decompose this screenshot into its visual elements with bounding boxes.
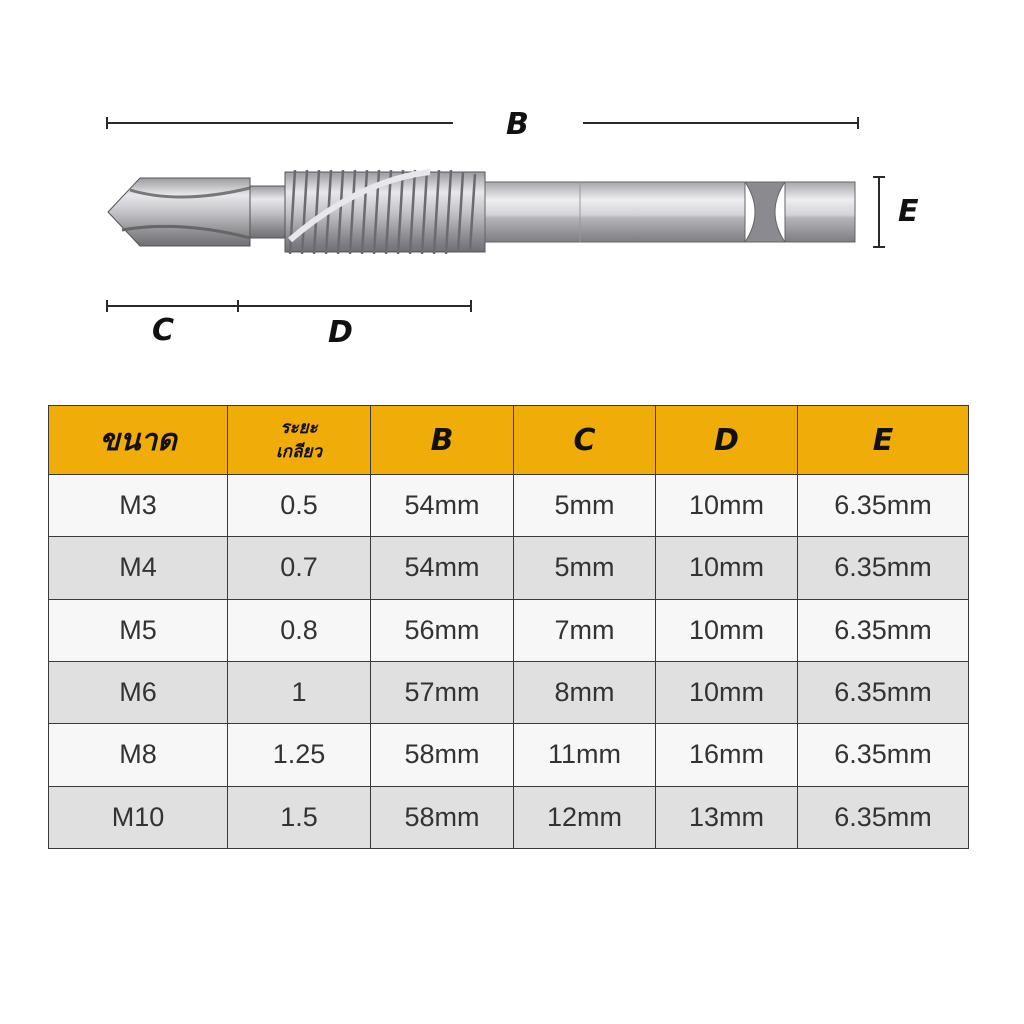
cell-d: 13mm (656, 786, 798, 848)
cell-e: 6.35mm (798, 537, 969, 599)
cell-size: M6 (49, 661, 228, 723)
cell-d: 10mm (656, 661, 798, 723)
dimension-e-tick-bottom (873, 246, 885, 248)
cell-b: 58mm (371, 786, 514, 848)
table-row (49, 786, 969, 848)
cell-size: M5 (49, 599, 228, 661)
table-row (49, 724, 969, 786)
header-pitch-line2: เกลียว (275, 442, 323, 462)
cell-pitch: 0.5 (228, 475, 371, 537)
cell-c: 5mm (514, 537, 656, 599)
dimension-e-label: E (898, 194, 919, 229)
cell-d: 10mm (656, 537, 798, 599)
spec-table (48, 405, 969, 849)
cell-pitch: 1 (228, 661, 371, 723)
dimension-d-tick-right (470, 300, 472, 312)
table-header-row (49, 406, 969, 475)
dimension-cd-tick-middle (237, 300, 239, 312)
drill-tap-bit-image (100, 160, 870, 270)
cell-pitch: 1.5 (228, 786, 371, 848)
header-d: D (656, 406, 798, 475)
table-row (49, 475, 969, 537)
dimension-e-tick-top (873, 176, 885, 178)
dimension-b-tick-right (857, 117, 859, 129)
dimension-b-line-left (107, 122, 453, 124)
dimension-c-tick-left (106, 300, 108, 312)
cell-e: 6.35mm (798, 475, 969, 537)
cell-c: 12mm (514, 786, 656, 848)
cell-b: 56mm (371, 599, 514, 661)
cell-d: 10mm (656, 599, 798, 661)
header-size: ขนาด (49, 406, 228, 475)
cell-b: 54mm (371, 537, 514, 599)
cell-pitch: 0.7 (228, 537, 371, 599)
header-e: E (798, 406, 969, 475)
cell-b: 54mm (371, 475, 514, 537)
cell-size: M10 (49, 786, 228, 848)
header-pitch-line1: ระยะ (280, 418, 318, 438)
cell-d: 16mm (656, 724, 798, 786)
header-b: B (371, 406, 514, 475)
table-row (49, 599, 969, 661)
cell-b: 57mm (371, 661, 514, 723)
cell-e: 6.35mm (798, 724, 969, 786)
cell-pitch: 0.8 (228, 599, 371, 661)
cell-c: 8mm (514, 661, 656, 723)
dimension-b-line-right (583, 122, 858, 124)
header-pitch (228, 406, 371, 475)
cell-size: M8 (49, 724, 228, 786)
cell-size: M3 (49, 475, 228, 537)
dimension-e-line (878, 177, 880, 247)
cell-c: 11mm (514, 724, 656, 786)
cell-c: 7mm (514, 599, 656, 661)
cell-e: 6.35mm (798, 661, 969, 723)
dimension-cd-line (107, 305, 471, 307)
dimension-b-tick-left (106, 117, 108, 129)
dimension-b-label: B (506, 107, 529, 142)
header-c: C (514, 406, 656, 475)
cell-pitch: 1.25 (228, 724, 371, 786)
cell-b: 58mm (371, 724, 514, 786)
cell-size: M4 (49, 537, 228, 599)
dimension-d-label: D (328, 315, 353, 350)
table-row (49, 537, 969, 599)
dimension-c-label: C (152, 313, 175, 348)
cell-d: 10mm (656, 475, 798, 537)
table-row (49, 661, 969, 723)
cell-e: 6.35mm (798, 599, 969, 661)
cell-c: 5mm (514, 475, 656, 537)
cell-e: 6.35mm (798, 786, 969, 848)
